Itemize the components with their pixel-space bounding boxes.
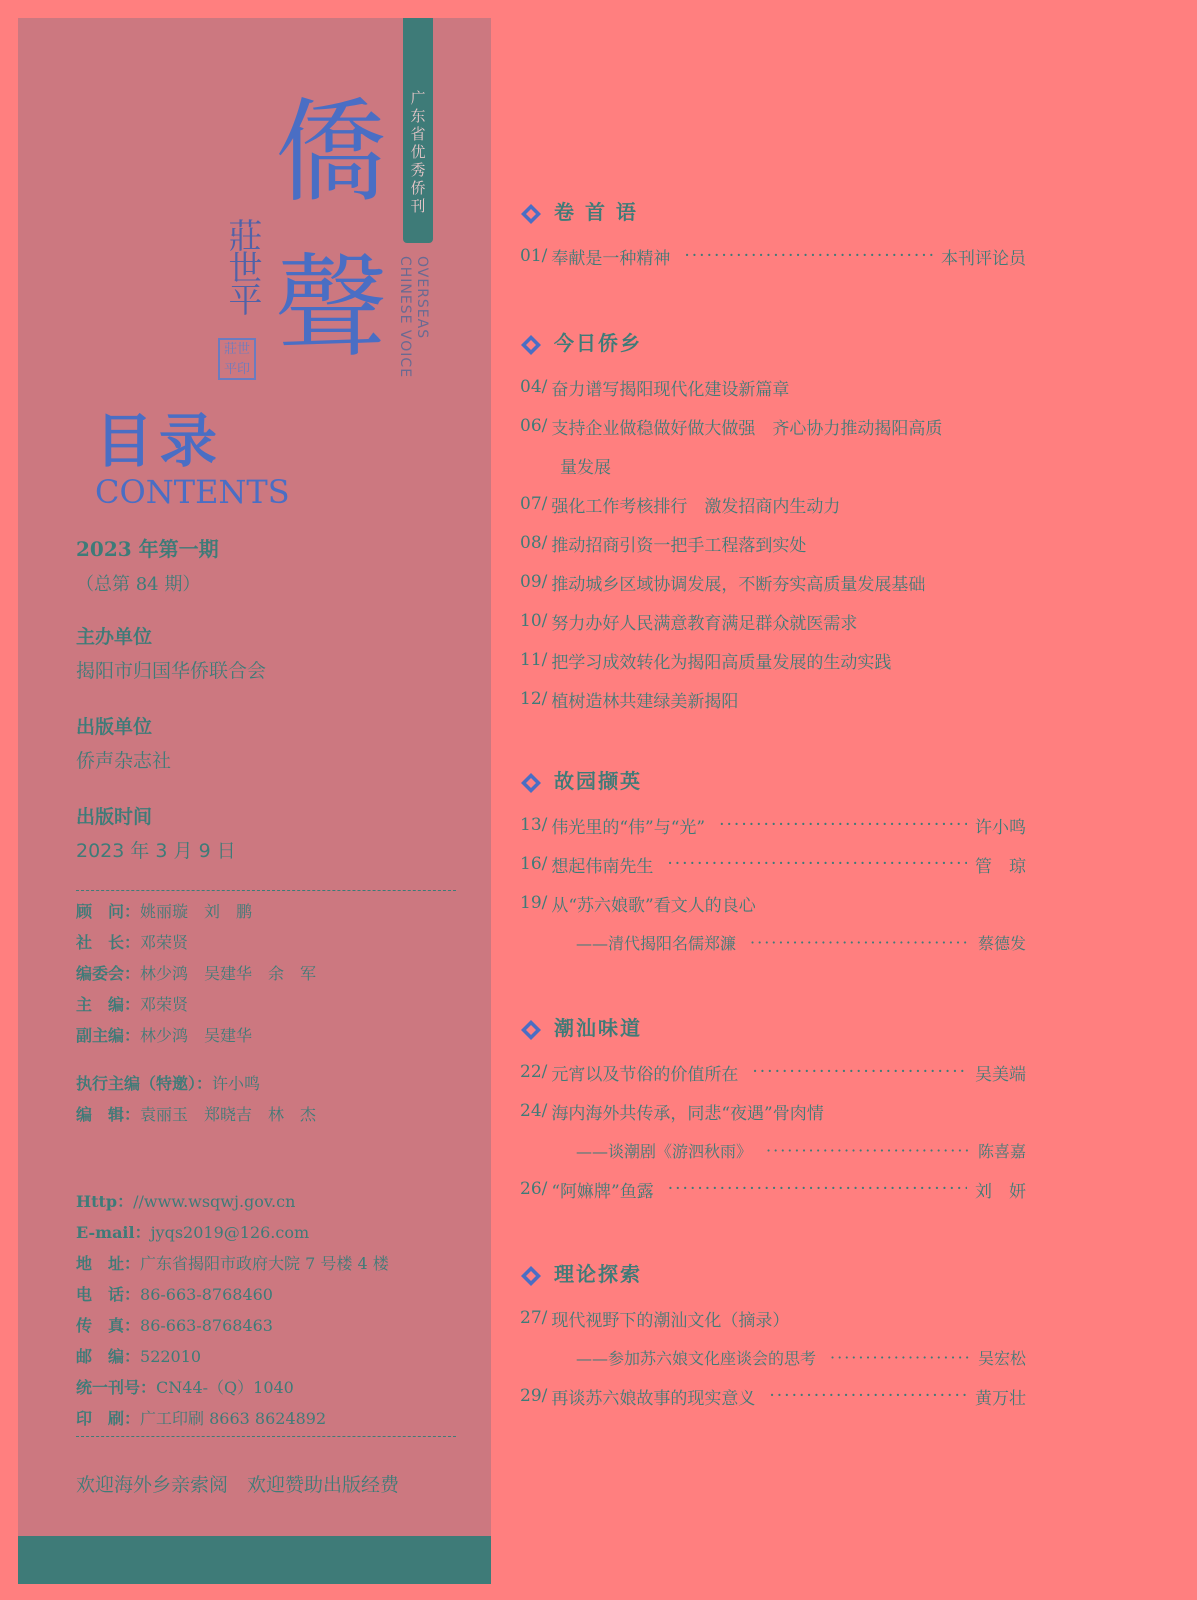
staff-row: 主 编：邓荣贤 [76, 995, 189, 1014]
toc-entry[interactable] [520, 241, 1026, 271]
sidebar-panel [18, 18, 491, 1584]
toc-article-title: 海内海外共传承，同悲“夜遇”骨肉情 [551, 1103, 824, 1124]
footer-bar [18, 1536, 491, 1584]
toc-page-number: 16/ [520, 854, 548, 874]
staff-row: 社 长：邓荣贤 [76, 933, 189, 952]
issue-total: （总第 84 期） [76, 574, 201, 595]
contact-row: E-mail：jyqs2019@126.com [76, 1223, 310, 1242]
logo-char-1: 僑 [275, 88, 387, 218]
diamond-bullet-icon [520, 1265, 542, 1287]
toc-entry[interactable] [520, 927, 1026, 957]
toc-article-title: 元宵以及节俗的价值所在 [551, 1064, 739, 1085]
toc-article-title: 奉献是一种精神 [551, 248, 671, 269]
toc-article-title: 推动招商引资一把手工程落到实处 [551, 535, 807, 556]
issue-number: 2023 年第一期 [76, 537, 219, 561]
contact-row: 统一刊号：CN44-（Q）1040 [76, 1378, 294, 1397]
toc-page-number: 08/ [520, 533, 548, 553]
toc-page-number: 19/ [520, 893, 548, 913]
divider [76, 1436, 456, 1437]
toc-article-title: ——参加苏六娘文化座谈会的思考 [576, 1348, 817, 1368]
toc-entry[interactable] [520, 810, 1026, 840]
toc-article-title: 努力办好人民满意教育满足群众就医需求 [551, 613, 858, 634]
toc-author: 管 琼 [975, 856, 1026, 877]
toc-page-number: 24/ [520, 1101, 548, 1121]
toc-entry[interactable] [520, 684, 1026, 714]
logo-char-2: 聲 [275, 243, 387, 373]
section-title [520, 1258, 642, 1287]
section-title-text: 卷 首 语 [554, 200, 638, 224]
host-label: 主办单位 [76, 626, 153, 648]
toc-author: 刘 妍 [975, 1181, 1026, 1202]
dot-leader [667, 854, 967, 874]
toc-page-number: 09/ [520, 572, 548, 592]
toc-entry[interactable] [520, 606, 1026, 636]
toc-entry[interactable] [520, 489, 1026, 519]
diamond-bullet-icon [520, 334, 542, 356]
section-title-text: 潮汕味道 [554, 1016, 642, 1040]
toc-page-number: 01/ [520, 246, 548, 266]
toc-page-number: 12/ [520, 689, 548, 709]
toc-article-title: “阿嫲牌”鱼露 [551, 1181, 654, 1202]
toc-entry[interactable] [520, 411, 1026, 441]
divider [76, 890, 456, 891]
toc-author: 吴宏松 [977, 1348, 1026, 1368]
section-title-text: 理论探索 [554, 1262, 642, 1286]
toc-entry[interactable] [520, 1174, 1026, 1204]
toc-article-title: ——清代揭阳名儒郑濂 [576, 933, 737, 953]
diamond-bullet-icon [520, 1019, 542, 1041]
toc-page-number: 29/ [520, 1386, 548, 1406]
toc-page-number: 10/ [520, 611, 548, 631]
diamond-bullet-icon [520, 772, 542, 794]
staff-row: 编 辑：袁丽玉 郑晓吉 林 杰 [76, 1105, 317, 1124]
section-title [520, 1012, 642, 1041]
toc-article-title: 把学习成效转化为揭阳高质量发展的生动实践 [551, 652, 892, 673]
dot-leader [830, 1348, 970, 1367]
contact-row: 地 址：广东省揭阳市政府大院 7 号楼 4 楼 [76, 1254, 389, 1273]
publisher-label: 出版单位 [76, 716, 153, 738]
staff-row: 顾 问：姚丽璇 刘 鹏 [76, 902, 253, 921]
toc-page-number: 04/ [520, 377, 548, 397]
dot-leader [684, 246, 933, 266]
toc-entry[interactable] [520, 645, 1026, 675]
publish-date-label: 出版时间 [76, 806, 153, 828]
staff-row: 执行主编（特邀）：许小鸣 [76, 1074, 261, 1093]
staff-list-2 [76, 1068, 316, 1130]
toc-page-number: 27/ [520, 1308, 548, 1328]
toc-article-title: 支持企业做稳做好做大做强 齐心协力推动揭阳高质 [551, 418, 943, 439]
toc-entry[interactable] [520, 450, 1026, 480]
toc-article-title: 奋力谱写揭阳现代化建设新篇章 [551, 379, 790, 400]
section-title [520, 196, 638, 225]
toc-article-title: 量发展 [560, 457, 611, 478]
toc-author: 本刊评论员 [941, 248, 1026, 269]
diamond-bullet-icon [520, 203, 542, 225]
toc-page-number: 26/ [520, 1179, 548, 1199]
section-title [520, 327, 642, 356]
staff-list [76, 896, 316, 1051]
dot-leader [769, 1386, 967, 1406]
contact-row: 传 真：86-663-8768463 [76, 1316, 273, 1335]
contact-row: Http：//www.wsqwj.gov.cn [76, 1192, 296, 1211]
toc-entry[interactable] [520, 888, 1026, 918]
contact-row: 印 刷：广工印刷 8663 8624892 [76, 1409, 327, 1428]
contact-list [76, 1186, 389, 1434]
toc-entry[interactable] [520, 528, 1026, 558]
section-title [520, 765, 642, 794]
toc-author: 蔡德发 [977, 933, 1026, 953]
dot-leader [719, 815, 967, 835]
toc-author: 许小鸣 [975, 817, 1026, 838]
toc-page-number: 22/ [520, 1062, 548, 1082]
toc-entry[interactable] [520, 567, 1026, 597]
toc-page-number: 07/ [520, 494, 548, 514]
toc-article-title: 植树造林共建绿美新揭阳 [551, 691, 739, 712]
toc-article-title: 从“苏六娘歌”看文人的良心 [551, 895, 756, 916]
calligraphy-signature: 莊世平 [222, 218, 262, 314]
section-title-text: 故园撷英 [554, 769, 642, 793]
toc-author: 黄万壮 [975, 1388, 1026, 1409]
toc-article-title: 再谈苏六娘故事的现实意义 [551, 1388, 756, 1409]
toc-entry[interactable] [520, 1135, 1026, 1165]
toc-article-title: 推动城乡区域协调发展，不断夯实高质量发展基础 [551, 574, 926, 595]
toc-article-title: ——谈潮剧《游泗秋雨》 [576, 1141, 753, 1161]
vertical-tag: 广东省优秀侨刊 [403, 18, 433, 243]
toc-entry[interactable] [520, 1342, 1026, 1372]
dot-leader [766, 1141, 970, 1160]
section-title-text: 今日侨乡 [554, 331, 642, 355]
seal-stamp: 莊世平印 [218, 338, 256, 380]
publish-date-value: 2023 年 3 月 9 日 [76, 840, 236, 862]
toc-entry[interactable] [520, 1096, 1026, 1126]
contact-row: 邮 编：522010 [76, 1347, 202, 1366]
dot-leader [668, 1179, 967, 1199]
toc-entry[interactable] [520, 1381, 1026, 1411]
dot-leader [752, 1062, 967, 1082]
english-vertical-title: OVERSEAS CHINESE VOICE [397, 256, 430, 379]
toc-author: 陈喜嘉 [977, 1141, 1026, 1161]
toc-article-title: 伟光里的“伟”与“光” [551, 817, 706, 838]
toc-article-title: 现代视野下的潮汕文化（摘录） [551, 1310, 790, 1331]
toc-page-number: 11/ [520, 650, 548, 670]
host-value: 揭阳市归国华侨联合会 [76, 660, 267, 682]
toc-entry[interactable] [520, 1303, 1026, 1333]
publisher-value: 侨声杂志社 [76, 750, 172, 772]
staff-row: 副主编：林少鸿 吴建华 [76, 1026, 253, 1045]
toc-article-title: 强化工作考核排行 激发招商内生动力 [551, 496, 841, 517]
toc-entry[interactable] [520, 849, 1026, 879]
staff-row: 编委会：林少鸿 吴建华 余 军 [76, 964, 317, 983]
toc-page-number: 06/ [520, 416, 548, 436]
toc-entry[interactable] [520, 372, 1026, 402]
contents-heading-cn: 目录 [95, 407, 224, 475]
welcome-slogan: 欢迎海外乡亲索阅 欢迎赞助出版经费 [76, 1474, 400, 1496]
toc-article-title: 想起伟南先生 [551, 856, 654, 877]
toc-entry[interactable] [520, 1057, 1026, 1087]
contact-row: 电 话：86-663-8768460 [76, 1285, 273, 1304]
contents-heading-en: CONTENTS [95, 473, 290, 511]
dot-leader [750, 933, 970, 952]
toc-page-number: 13/ [520, 815, 548, 835]
toc-author: 吴美端 [975, 1064, 1026, 1085]
